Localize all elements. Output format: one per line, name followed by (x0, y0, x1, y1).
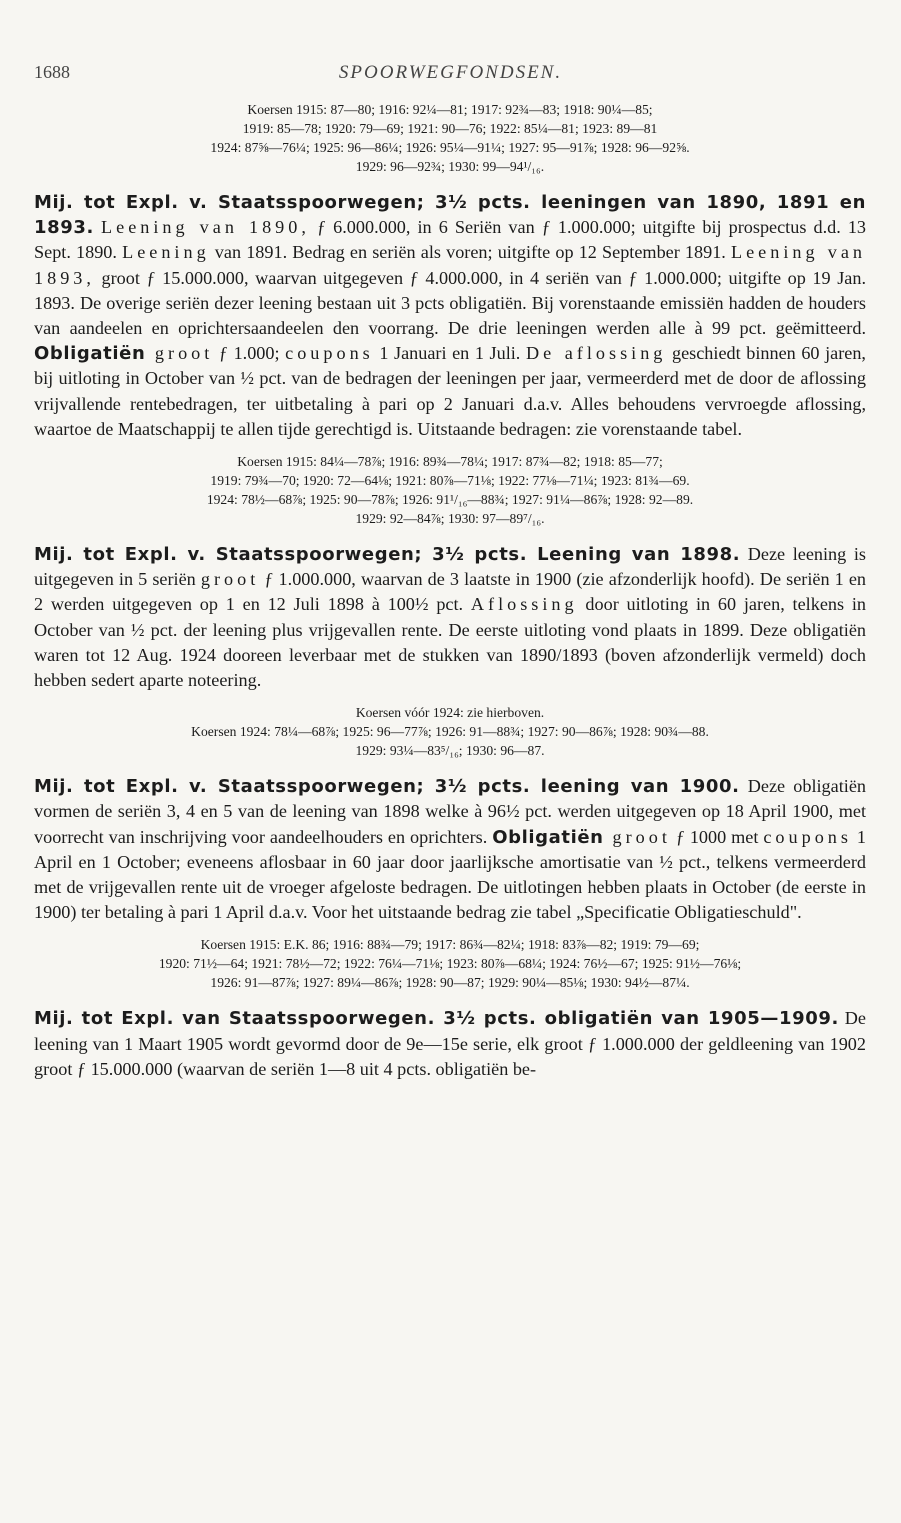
paragraph-text: geschiedt binnen 60 jaren, bij uitloting in October van ½ pct. van de bedragen der leeningen per jaar, vermeerderd met de door de aflossing vrijvallende rentebedragen, ter uitbetaling à pari op 2 Januari d.a.v. Alles behoudens vervroegde aflossing, waartoe de Maatschappij te allen tijde gerechtigd is. Uitstaande bedragen: zie vorenstaande tabel. (34, 343, 866, 439)
section-obligations-1905-1909 (34, 1006, 866, 1082)
section-heading: Mij. tot Expl. v. Staatsspoorwegen; 3½ pcts. Leening van 1898. (34, 544, 741, 566)
quote-line: 1929: 93¼—83⁵/₁₆; 1930: 96—87. (355, 743, 545, 759)
page-number: 1688 (34, 62, 70, 82)
quote-line: Koersen 1915: 87—80; 1916: 92¼—81; 1917: 92¾—83; 1918: 90¼—85; (247, 102, 653, 117)
quote-line: 1920: 71½—64; 1921: 78½—72; 1922: 76¼—71⅛; 1923: 80⅞—68¼; 1924: 76½—67; 1925: 91½—76⅛; (158, 956, 742, 972)
spaced-term: Aflossing (470, 594, 578, 615)
quote-line: 1924: 78½—68⅞; 1925: 90—78⅞; 1926: 91¹/₁₆—88¾; 1927: 91¼—86⅞; 1928: 92—89. (206, 492, 694, 508)
paragraph-text: De leening van 1 Maart 1905 wordt gevormd door de 9e—15e serie, elk groot ƒ 1.000.000 der geldleening van 1902 groot ƒ 15.000.000 (waarvan de seriën 1—8 uit 4 pcts. obligatiën be- (34, 1008, 866, 1079)
section-heading: Mij. tot Expl. v. Staatsspoorwegen; 3½ pcts. leening van 1900. (34, 776, 740, 798)
paragraph-text: 1 April en 1 October; eveneens aflosbaar in 60 jaar door jaarlijksche amortisatie van ½ pct., telkens vermeerderd met de vrijgevallen rente uit de vroeger afgeloste bedragen. De uitlotingen hebben plaats in October (de eerste in 1900) ter betaling à pari 1 April d.a.v. Voor het uitstaande bedrag zie tabel „Specificatie Obligatieschuld". (34, 826, 866, 923)
paragraph-text: groot ƒ 15.000.000, waarvan uitgegeven ƒ 4.000.000, in 4 seriën van ƒ 1.000.000; uitgifte op 19 Jan. 1893. De overige seriën dezer leening bestaan uit 3 pcts obligatiën. Bij vorenstaande emissiën hadden de houders van aandeelen en oprichtersaandeelen den voorrang. De drie leeningen werden alle à 99 pct. geëmitteerd. (34, 267, 866, 339)
quote-line: 1919: 79¾—70; 1920: 72—64⅛; 1921: 80⅞—71⅛; 1922: 77⅛—71¼; 1923: 81¾—69. (210, 473, 690, 489)
price-quotes-block (34, 100, 866, 176)
spaced-term: coupons (763, 826, 852, 847)
quote-line: 1919: 85—78; 1920: 79—69; 1921: 90—76; 1922: 85¼—81; 1923: 89—81 (242, 121, 658, 136)
paragraph-text: ƒ 1000 met (670, 826, 764, 847)
spaced-term: groot (145, 343, 214, 364)
spaced-term: Leening van 1893, (34, 242, 866, 288)
paragraph-text: ƒ 1.000; (213, 343, 286, 364)
spaced-term: groot (200, 569, 260, 590)
paragraph-text: ƒ 6.000.000, in 6 Seriën van ƒ 1.000.000; uitgifte bij prospectus d.d. 13 Sept. 1890. (34, 217, 867, 263)
running-head (34, 62, 867, 88)
spaced-term: groot (603, 826, 671, 847)
inline-heading: Obligatiën (34, 343, 146, 365)
inline-heading: Obligatiën (492, 826, 604, 848)
price-quotes-block (34, 452, 866, 528)
spaced-term: Leening (122, 242, 210, 263)
section-heading: Mij. tot Expl. van Staatsspoorwegen. 3½ pcts. obligatiën van 1905—1909. (34, 1008, 839, 1030)
paragraph-text: door uitloting in 60 jaren, telkens in October van ½ pct. der leening plus vrijgevallen rente. De eerste uitloting vond plaats in 1899. Deze obligatiën waren tot 12 Aug. 1924 dooreen leverbaar met de stukken van 1890/1893 (boven afzonderlijk vermeld) doch hebben sedert aparte noteering. (34, 594, 866, 691)
paragraph-text: van 1891. Bedrag en seriën als voren; uitgifte op 12 September 1891. (209, 242, 731, 263)
section-loans-1890-1893 (34, 190, 866, 442)
quote-line: 1924: 87⅝—76¼; 1925: 96—86¼; 1926: 95¼—91¼; 1927: 95—91⅞; 1928: 96—92⅝. (210, 140, 690, 155)
section-loan-1898 (34, 542, 866, 693)
quote-line: Koersen 1915: E.K. 86; 1916: 88¾—79; 1917: 86¾—82¼; 1918: 83⅞—82; 1919: 79—69; (200, 937, 700, 953)
spaced-term: De aflossing (525, 343, 667, 364)
quote-line: 1929: 96—92¾; 1930: 99—94¹/₁₆. (355, 159, 545, 174)
running-title: SPOORWEGFONDSEN. (338, 62, 563, 83)
paragraph-text: Deze obligatiën vormen de seriën 3, 4 en 5 van de leening van 1898 welke à 96½ pct. werden uitgegeven op 18 April 1900, met voorrecht van inschrijving voor aandeelhouders en oprichters. (34, 776, 866, 847)
price-quotes-block (34, 935, 866, 992)
spaced-term: coupons (285, 343, 374, 364)
paragraph-text: Deze leening is uitgegeven in 5 seriën (34, 544, 866, 590)
section-loan-1900 (34, 774, 866, 925)
quote-line: 1929: 92—84⅞; 1930: 97—89⁷/₁₆. (355, 511, 545, 527)
price-quotes-block (34, 703, 866, 760)
quote-line: Koersen 1915: 84¼—78⅞; 1916: 89¾—78¼; 1917: 87¾—82; 1918: 85—77; (237, 454, 663, 470)
paragraph-text: 1 Januari en 1 Juli. (373, 343, 526, 364)
section-heading: Mij. tot Expl. v. Staatsspoorwegen; 3½ pcts. leeningen van 1890, 1891 en 1893. (34, 192, 866, 239)
paragraph-text: ƒ 1.000.000, waarvan de 3 laatste in 1900 (zie afzonderlijk hoofd). De seriën 1 en 2 werden uitgegeven op 1 en 12 Juli 1898 à 100½ pct. (34, 569, 866, 615)
quote-line: Koersen 1924: 78¼—68⅞; 1925: 96—77⅞; 1926: 91—88¾; 1927: 90—86⅞; 1928: 90¾—88. (191, 724, 709, 740)
spaced-term: Leening van 1890, (101, 217, 310, 238)
page-content (34, 100, 866, 1082)
quote-line: Koersen vóór 1924: zie hierboven. (355, 705, 545, 721)
quote-line: 1926: 91—87⅞; 1927: 89¼—86⅞; 1928: 90—87; 1929: 90¼—85⅛; 1930: 94½—87¼. (210, 975, 690, 991)
